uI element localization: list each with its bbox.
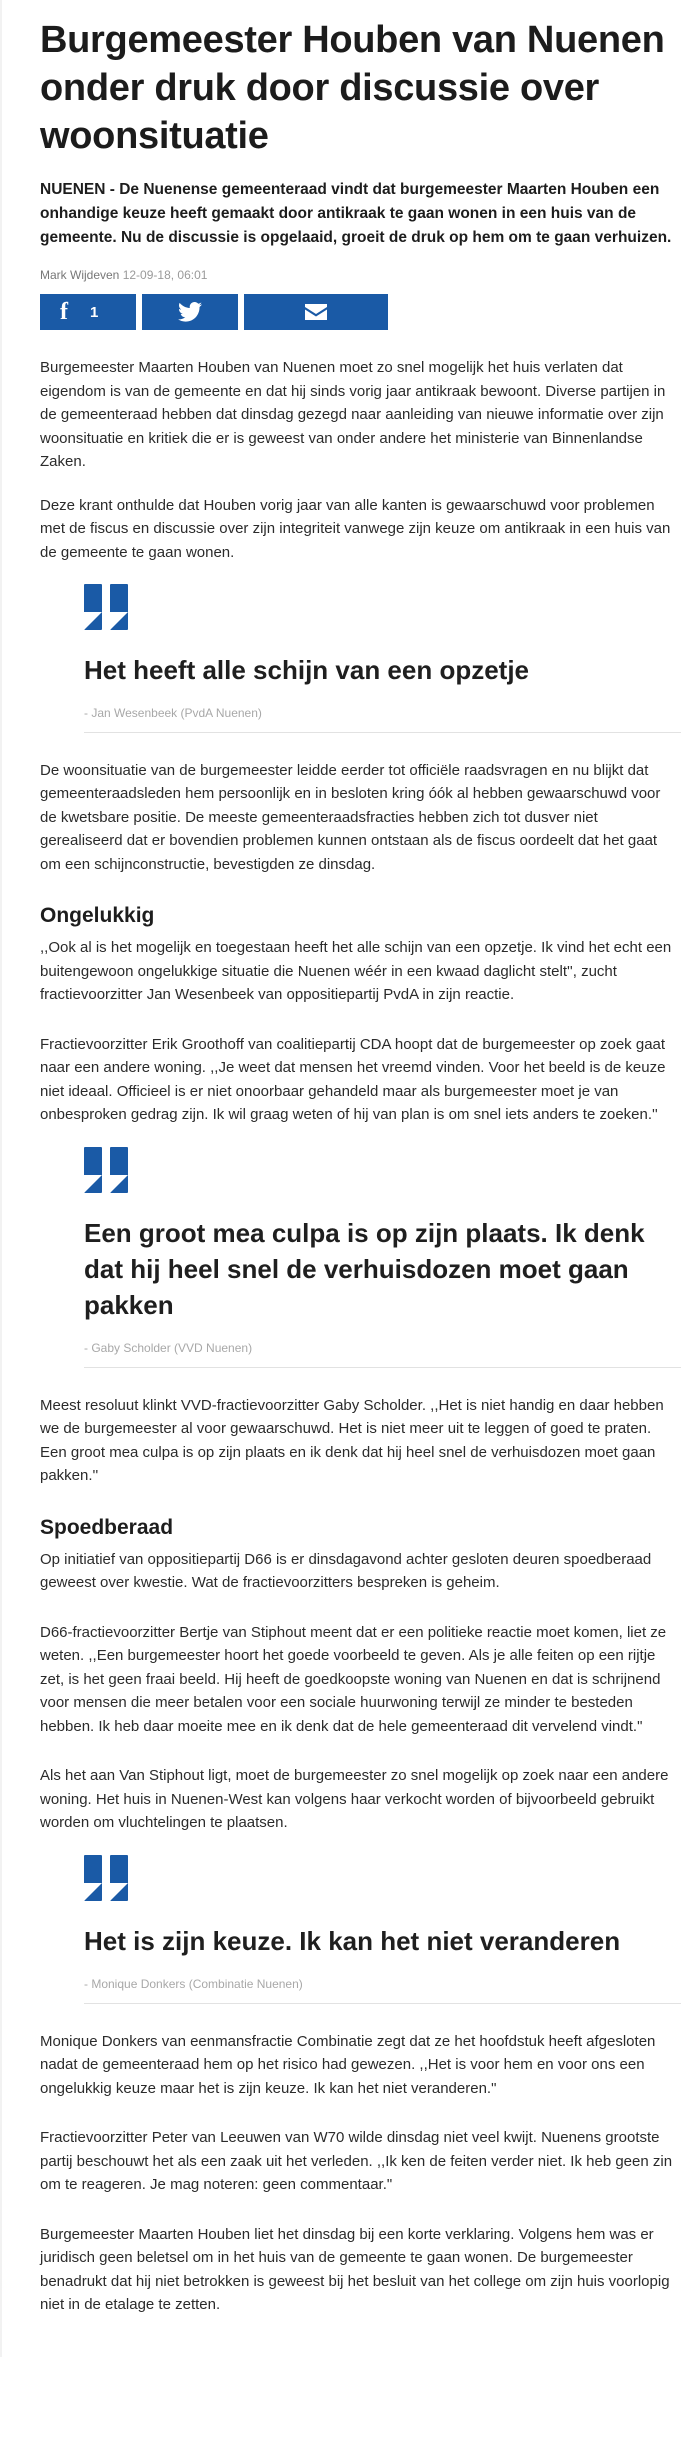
pull-quote (40, 584, 681, 733)
quote-divider (84, 1367, 681, 1368)
author-link[interactable]: Mark Wijdeven (40, 268, 120, 282)
quote-source: - Monique Donkers (Combinatie Nuenen) (84, 1976, 303, 1991)
paragraph: D66-fractievoorzitter Bertje van Stiphout meent dat er een politieke reactie moet komen, liet ze weten. ,,Een burgemeester hoort het goede voorbeeld te geven. Als je alle feiten op een rijtje zet, is het geen fraai beeld. Hij heeft de goedkoopste woning van Nuenen en dat is schrijnend voor mensen die meer betalen voor een sociale huurwoning terwijl ze minder te besteden hebben. Ik heb daar moeite mee en ik denk dat de hele gemeenteraad dit vervelend vindt." (40, 1623, 667, 1735)
paragraph: Fractievoorzitter Peter van Leeuwen van W70 wilde dinsdag niet veel kwijt. Nuenens grootste partij beschouwt het als een zaak uit het verleden. ,,Ik ken de feiten verder niet. Ik heb geen zin om te reageren. Je mag noteren: geen commentaar." (40, 2129, 673, 2193)
facebook-share-count: 1 (90, 303, 99, 321)
paragraph: Fractievoorzitter Erik Groothoff van coalitiepartij CDA hoopt dat de burgemeester op zoek gaat naar een andere woning. ,,Je weet dat mensen het vreemd vinden. Voor het beeld is de keuze niet ideaal. Officieel is er niet onoorbaar gehandeld maar als burgemeester moet je van onbesproken gedrag zijn. Ik wil graag weten of hij van plan is om snel iets anders te zoeken.'' (40, 1035, 666, 1123)
paragraph: Deze krant onthulde dat Houben vorig jaar van alle kanten is gewaarschuwd voor problemen met de fiscus en discussie over zijn integriteit vanwege zijn keuze om antikraak in een huis van de gemeente te gaan wonen. (40, 496, 671, 561)
pull-quote (40, 1147, 681, 1368)
quote-source: - Gaby Scholder (VVD Nuenen) (84, 1340, 253, 1355)
facebook-share-button[interactable] (40, 294, 136, 330)
article-lead: NUENEN - De Nuenense gemeenteraad vindt dat burgemeester Maarten Houben een onhandige keuze heeft gemaakt door antikraak te gaan wonen in een huis van de gemeente. Nu de discussie is opgelaaid, groeit de druk op hem om te gaan verhuizen. (40, 181, 672, 246)
subheading: Ongelukkig (40, 904, 155, 927)
mail-icon (305, 304, 327, 320)
paragraph: Burgemeester Maarten Houben van Nuenen moet zo snel mogelijk het huis verlaten dat eigendom is van de gemeente en dat hij sinds vorig jaar antikraak bewoont. Diverse partijen in de gemeenteraad hebben dat dinsdag gezegd naar aanleiding van nieuwe informatie over zijn woonsituatie en kritiek die er is geweest van onder andere het ministerie van Binnenlandse Zaken. (40, 359, 666, 470)
paragraph: Burgemeester Maarten Houben liet het dinsdag bij een korte verklaring. Volgens hem was er juridisch geen beletsel om in het huis van de gemeente te gaan wonen. De burgemeester benadrukt dat hij niet betrokken is geweest bij het besluit van het college om zijn huis voorlopig niet in de etalage te zetten. (40, 2225, 670, 2313)
subheading: Spoedberaad (40, 1515, 174, 1539)
article-title: Burgemeester Houben van Nuenen onder druk door discussie over woonsituatie (40, 19, 665, 157)
twitter-share-button[interactable] (142, 294, 238, 330)
paragraph: De woonsituatie van de burgemeester leidde eerder tot officiële raadsvragen en nu blijkt dat gemeenteraadsleden hem persoonlijk en in besloten kring óók al hebben gewaarschuwd voor de kwetsbare positie. De meeste gemeenteraadsfracties hebben zich tot dusver niet gerealiseerd dat er bovendien problemen kunnen ontstaan als de fiscus oordeelt dat het gaat om een schijnconstructie, bevestigden ze dinsdag. (40, 761, 661, 873)
paragraph: Meest resoluut klinkt VVD-fractievoorzitter Gaby Scholder. ,,Het is niet handig en daar hebben we de burgemeester al voor gewaarschuwd. Het is niet meer uit te leggen of goed te praten. Een groot mea culpa is op zijn plaats en ik denk dat hij heel snel de verhuisdozen moet gaan pakken.'' (40, 1396, 664, 1484)
quote-divider (84, 2003, 681, 2004)
publish-date: 12-09-18, 06:01 (122, 268, 208, 282)
byline (40, 268, 681, 282)
quote-mark-icon (84, 1147, 130, 1193)
paragraph: Als het aan Van Stiphout ligt, moet de burgemeester zo snel mogelijk op zoek naar een andere woning. Het huis in Nuenen-West kan volgens haar verkocht worden of bijvoorbeeld gebruikt worden om vluchtelingen te plaatsen. (40, 1767, 669, 1831)
paragraph: ,,Ook al is het mogelijk en toegestaan heeft het alle schijn van een opzetje. Ik vind het echt een buitengewoon ongelukkige situatie die Nuenen wéér in een kwaad daglicht stelt'', zucht fractievoorzitter Jan Wesenbeek van oppositiepartij PvdA in zijn reactie. (40, 939, 672, 1003)
quote-divider (84, 732, 681, 733)
paragraph: Op initiatief van oppositiepartij D66 is er dinsdagavond achter gesloten deuren spoedberaad geweest over kwestie. Wat de fractievoorzitters bespreken is geheim. (40, 1550, 652, 1591)
quote-text: Het heeft alle schijn van een opzetje (84, 654, 530, 685)
quote-text: Een groot mea culpa is op zijn plaats. Ik denk dat hij heel snel de verhuisdozen moet gaan pakken (84, 1217, 645, 1320)
quote-text: Het is zijn keuze. Ik kan het niet veranderen (84, 1925, 621, 1956)
left-border (0, 0, 2, 2357)
paragraph: Monique Donkers van eenmansfractie Combinatie zegt dat ze het hoofdstuk heeft afgesloten nadat de gemeenteraad hem op het risico had gewezen. ,,Het is voor hem en voor ons een ongelukkig keuze maar het is zijn keuze. Ik kan het niet veranderen." (40, 2032, 656, 2097)
quote-source: - Jan Wesenbeek (PvdA Nuenen) (84, 705, 262, 720)
quote-mark-icon (84, 1855, 130, 1901)
twitter-icon (178, 302, 202, 322)
share-bar (40, 294, 681, 330)
pull-quote (40, 1855, 681, 2004)
mail-share-button[interactable] (244, 294, 388, 330)
facebook-icon: f (60, 298, 68, 325)
quote-mark-icon (84, 584, 130, 630)
